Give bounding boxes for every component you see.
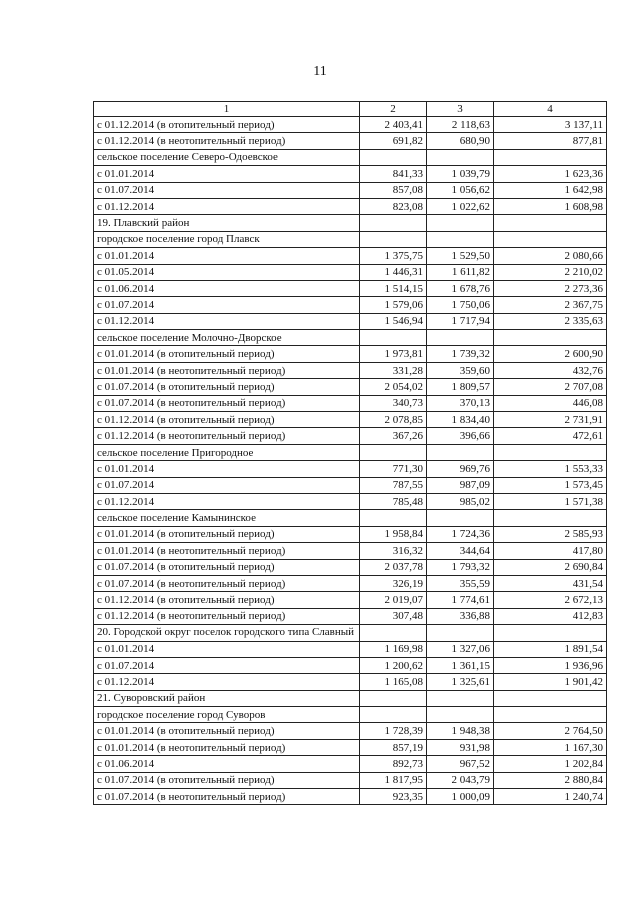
- value-cell-col2: [360, 231, 427, 247]
- value-cell-col4: 472,61: [494, 428, 607, 444]
- value-cell-col4: [494, 330, 607, 346]
- row-label-cell: с 01.05.2014: [94, 264, 360, 280]
- value-cell-col4: 2 764,50: [494, 723, 607, 739]
- tariff-table-body: [94, 102, 607, 805]
- row-label-cell: с 01.07.2014 (в неотопительный период): [94, 575, 360, 591]
- value-cell-col4: [494, 625, 607, 641]
- value-cell-col4: 1 608,98: [494, 198, 607, 214]
- table-row: [94, 330, 607, 346]
- value-cell-col4: 1 553,33: [494, 461, 607, 477]
- row-label-cell: с 01.01.2014 (в неотопительный период): [94, 543, 360, 559]
- value-cell-col3: 396,66: [427, 428, 494, 444]
- table-row: [94, 493, 607, 509]
- value-cell-col2: 316,32: [360, 543, 427, 559]
- value-cell-col4: 2 600,90: [494, 346, 607, 362]
- value-cell-col3: 1 678,76: [427, 280, 494, 296]
- value-cell-col2: 331,28: [360, 362, 427, 378]
- value-cell-col2: [360, 707, 427, 723]
- value-cell-col3: 1 774,61: [427, 592, 494, 608]
- value-cell-col4: 1 573,45: [494, 477, 607, 493]
- value-cell-col4: 1 240,74: [494, 789, 607, 805]
- row-label-cell: с 01.07.2014 (в отопительный период): [94, 379, 360, 395]
- value-cell-col2: 1 446,31: [360, 264, 427, 280]
- value-cell-col4: 1 623,36: [494, 166, 607, 182]
- row-label-cell: с 01.06.2014: [94, 756, 360, 772]
- value-cell-col2: 1 169,98: [360, 641, 427, 657]
- value-cell-col3: [427, 625, 494, 641]
- value-cell-col2: 823,08: [360, 198, 427, 214]
- value-cell-col4: 1 571,38: [494, 493, 607, 509]
- header-cell-2: 2: [360, 102, 427, 117]
- value-cell-col3: 985,02: [427, 493, 494, 509]
- value-cell-col4: 3 137,11: [494, 117, 607, 133]
- table-row: [94, 510, 607, 526]
- value-cell-col2: 1 579,06: [360, 297, 427, 313]
- value-cell-col4: 1 167,30: [494, 739, 607, 755]
- value-cell-col4: 2 367,75: [494, 297, 607, 313]
- value-cell-col3: 987,09: [427, 477, 494, 493]
- value-cell-col2: 1 817,95: [360, 772, 427, 788]
- value-cell-col2: 340,73: [360, 395, 427, 411]
- value-cell-col2: 367,26: [360, 428, 427, 444]
- value-cell-col3: [427, 707, 494, 723]
- value-cell-col3: 1 793,32: [427, 559, 494, 575]
- value-cell-col2: 307,48: [360, 608, 427, 624]
- value-cell-col2: 857,19: [360, 739, 427, 755]
- value-cell-col4: [494, 690, 607, 706]
- value-cell-col3: [427, 330, 494, 346]
- row-label-cell: с 01.01.2014 (в отопительный период): [94, 526, 360, 542]
- value-cell-col4: 1 642,98: [494, 182, 607, 198]
- value-cell-col3: [427, 231, 494, 247]
- value-cell-col3: 1 750,06: [427, 297, 494, 313]
- row-label-cell: 19. Плавский район: [94, 215, 360, 231]
- value-cell-col4: 1 936,96: [494, 657, 607, 673]
- value-cell-col3: [427, 149, 494, 165]
- table-row: [94, 346, 607, 362]
- header-cell-3: 3: [427, 102, 494, 117]
- value-cell-col4: 417,80: [494, 543, 607, 559]
- value-cell-col3: 370,13: [427, 395, 494, 411]
- row-label-cell: с 01.07.2014: [94, 297, 360, 313]
- table-header-row: [94, 102, 607, 117]
- value-cell-col2: 1 375,75: [360, 248, 427, 264]
- value-cell-col3: 1 834,40: [427, 412, 494, 428]
- table-row: [94, 264, 607, 280]
- value-cell-col2: [360, 510, 427, 526]
- value-cell-col2: 1 546,94: [360, 313, 427, 329]
- value-cell-col2: 2 019,07: [360, 592, 427, 608]
- value-cell-col4: 2 335,63: [494, 313, 607, 329]
- row-label-cell: с 01.01.2014 (в неотопительный период): [94, 362, 360, 378]
- table-row: [94, 428, 607, 444]
- row-label-cell: с 01.12.2014 (в отопительный период): [94, 412, 360, 428]
- value-cell-col3: 1 529,50: [427, 248, 494, 264]
- value-cell-col2: 326,19: [360, 575, 427, 591]
- value-cell-col3: 1 739,32: [427, 346, 494, 362]
- table-row: [94, 133, 607, 149]
- row-label-cell: с 01.07.2014 (в неотопительный период): [94, 789, 360, 805]
- table-row: [94, 789, 607, 805]
- value-cell-col3: 1 039,79: [427, 166, 494, 182]
- row-label-cell: 21. Суворовский район: [94, 690, 360, 706]
- row-label-cell: с 01.01.2014: [94, 248, 360, 264]
- row-label-cell: с 01.01.2014: [94, 461, 360, 477]
- value-cell-col4: [494, 707, 607, 723]
- value-cell-col4: 1 202,84: [494, 756, 607, 772]
- row-label-cell: с 01.01.2014: [94, 166, 360, 182]
- value-cell-col4: 2 273,36: [494, 280, 607, 296]
- row-label-cell: с 01.12.2014 (в неотопительный период): [94, 608, 360, 624]
- value-cell-col3: 355,59: [427, 575, 494, 591]
- header-cell-1: 1: [94, 102, 360, 117]
- table-row: [94, 559, 607, 575]
- value-cell-col3: 1 724,36: [427, 526, 494, 542]
- table-row: [94, 526, 607, 542]
- table-row: [94, 592, 607, 608]
- page-number: 11: [313, 64, 327, 79]
- row-label-cell: с 01.07.2014 (в неотопительный период): [94, 395, 360, 411]
- value-cell-col4: [494, 510, 607, 526]
- row-label-cell: сельское поселение Северо-Одоевское: [94, 149, 360, 165]
- value-cell-col4: 446,08: [494, 395, 607, 411]
- row-label-cell: с 01.07.2014: [94, 657, 360, 673]
- value-cell-col4: 877,81: [494, 133, 607, 149]
- row-label-cell: 20. Городской округ поселок городского типа Славный: [94, 625, 360, 641]
- value-cell-col3: 344,64: [427, 543, 494, 559]
- value-cell-col3: 1 327,06: [427, 641, 494, 657]
- table-row: [94, 723, 607, 739]
- value-cell-col2: [360, 330, 427, 346]
- value-cell-col2: 841,33: [360, 166, 427, 182]
- table-row: [94, 166, 607, 182]
- row-label-cell: сельское поселение Камынинское: [94, 510, 360, 526]
- value-cell-col2: 2 054,02: [360, 379, 427, 395]
- value-cell-col4: 2 707,08: [494, 379, 607, 395]
- value-cell-col4: 2 690,84: [494, 559, 607, 575]
- value-cell-col4: 412,83: [494, 608, 607, 624]
- row-label-cell: городское поселение город Плавск: [94, 231, 360, 247]
- table-row: [94, 444, 607, 460]
- value-cell-col2: 923,35: [360, 789, 427, 805]
- table-row: [94, 461, 607, 477]
- table-row: [94, 739, 607, 755]
- value-cell-col2: 787,55: [360, 477, 427, 493]
- value-cell-col2: 1 958,84: [360, 526, 427, 542]
- table-row: [94, 657, 607, 673]
- row-label-cell: с 01.07.2014: [94, 182, 360, 198]
- value-cell-col3: 931,98: [427, 739, 494, 755]
- value-cell-col2: 857,08: [360, 182, 427, 198]
- value-cell-col2: 1 973,81: [360, 346, 427, 362]
- table-row: [94, 149, 607, 165]
- value-cell-col3: 2 043,79: [427, 772, 494, 788]
- table-row: [94, 248, 607, 264]
- table-row: [94, 756, 607, 772]
- row-label-cell: с 01.12.2014: [94, 493, 360, 509]
- value-cell-col3: [427, 510, 494, 526]
- row-label-cell: с 01.07.2014: [94, 477, 360, 493]
- value-cell-col3: 359,60: [427, 362, 494, 378]
- value-cell-col3: 1 325,61: [427, 674, 494, 690]
- value-cell-col2: [360, 444, 427, 460]
- value-cell-col2: 2 078,85: [360, 412, 427, 428]
- row-label-cell: с 01.06.2014: [94, 280, 360, 296]
- value-cell-col3: 1 809,57: [427, 379, 494, 395]
- row-label-cell: с 01.12.2014: [94, 674, 360, 690]
- table-row: [94, 117, 607, 133]
- value-cell-col2: [360, 149, 427, 165]
- value-cell-col4: 2 585,93: [494, 526, 607, 542]
- value-cell-col4: 2 210,02: [494, 264, 607, 280]
- table-row: [94, 674, 607, 690]
- row-label-cell: с 01.12.2014 (в отопительный период): [94, 592, 360, 608]
- table-row: [94, 215, 607, 231]
- value-cell-col2: 1 200,62: [360, 657, 427, 673]
- value-cell-col2: [360, 625, 427, 641]
- value-cell-col4: 1 901,42: [494, 674, 607, 690]
- row-label-cell: городское поселение город Суворов: [94, 707, 360, 723]
- table-row: [94, 608, 607, 624]
- value-cell-col4: [494, 149, 607, 165]
- table-row: [94, 543, 607, 559]
- table-row: [94, 182, 607, 198]
- table-row: [94, 690, 607, 706]
- value-cell-col3: 967,52: [427, 756, 494, 772]
- value-cell-col2: 892,73: [360, 756, 427, 772]
- table-row: [94, 575, 607, 591]
- row-label-cell: с 01.01.2014 (в отопительный период): [94, 346, 360, 362]
- value-cell-col3: 680,90: [427, 133, 494, 149]
- table-row: [94, 412, 607, 428]
- value-cell-col4: [494, 444, 607, 460]
- value-cell-col3: [427, 690, 494, 706]
- table-row: [94, 772, 607, 788]
- value-cell-col4: 431,54: [494, 575, 607, 591]
- row-label-cell: с 01.12.2014 (в отопительный период): [94, 117, 360, 133]
- table-row: [94, 362, 607, 378]
- header-cell-4: 4: [494, 102, 607, 117]
- value-cell-col2: 1 728,39: [360, 723, 427, 739]
- value-cell-col2: 691,82: [360, 133, 427, 149]
- table-row: [94, 707, 607, 723]
- value-cell-col3: 969,76: [427, 461, 494, 477]
- value-cell-col2: 771,30: [360, 461, 427, 477]
- row-label-cell: с 01.01.2014 (в неотопительный период): [94, 739, 360, 755]
- table-row: [94, 297, 607, 313]
- value-cell-col2: 2 037,78: [360, 559, 427, 575]
- table-row: [94, 198, 607, 214]
- value-cell-col3: 2 118,63: [427, 117, 494, 133]
- value-cell-col3: 1 056,62: [427, 182, 494, 198]
- value-cell-col3: 1 361,15: [427, 657, 494, 673]
- table-row: [94, 641, 607, 657]
- value-cell-col4: 2 672,13: [494, 592, 607, 608]
- table-row: [94, 313, 607, 329]
- value-cell-col4: [494, 231, 607, 247]
- value-cell-col3: [427, 444, 494, 460]
- value-cell-col4: 1 891,54: [494, 641, 607, 657]
- value-cell-col4: 2 731,91: [494, 412, 607, 428]
- value-cell-col3: 1 022,62: [427, 198, 494, 214]
- row-label-cell: с 01.01.2014: [94, 641, 360, 657]
- value-cell-col2: 2 403,41: [360, 117, 427, 133]
- row-label-cell: с 01.07.2014 (в отопительный период): [94, 772, 360, 788]
- row-label-cell: с 01.12.2014 (в неотопительный период): [94, 133, 360, 149]
- value-cell-col4: [494, 215, 607, 231]
- row-label-cell: сельское поселение Молочно-Дворское: [94, 330, 360, 346]
- row-label-cell: с 01.01.2014 (в отопительный период): [94, 723, 360, 739]
- value-cell-col3: 336,88: [427, 608, 494, 624]
- table-row: [94, 625, 607, 641]
- table-row: [94, 477, 607, 493]
- row-label-cell: сельское поселение Пригородное: [94, 444, 360, 460]
- value-cell-col2: [360, 215, 427, 231]
- row-label-cell: с 01.12.2014: [94, 313, 360, 329]
- value-cell-col2: [360, 690, 427, 706]
- value-cell-col2: 785,48: [360, 493, 427, 509]
- value-cell-col3: 1 948,38: [427, 723, 494, 739]
- value-cell-col3: 1 000,09: [427, 789, 494, 805]
- table-row: [94, 280, 607, 296]
- value-cell-col4: 2 080,66: [494, 248, 607, 264]
- table-row: [94, 379, 607, 395]
- row-label-cell: с 01.12.2014: [94, 198, 360, 214]
- table-row: [94, 395, 607, 411]
- value-cell-col4: 432,76: [494, 362, 607, 378]
- tariff-table: [93, 101, 607, 805]
- row-label-cell: с 01.12.2014 (в неотопительный период): [94, 428, 360, 444]
- value-cell-col2: 1 165,08: [360, 674, 427, 690]
- value-cell-col2: 1 514,15: [360, 280, 427, 296]
- table-row: [94, 231, 607, 247]
- row-label-cell: с 01.07.2014 (в отопительный период): [94, 559, 360, 575]
- value-cell-col3: 1 611,82: [427, 264, 494, 280]
- value-cell-col3: [427, 215, 494, 231]
- value-cell-col3: 1 717,94: [427, 313, 494, 329]
- value-cell-col4: 2 880,84: [494, 772, 607, 788]
